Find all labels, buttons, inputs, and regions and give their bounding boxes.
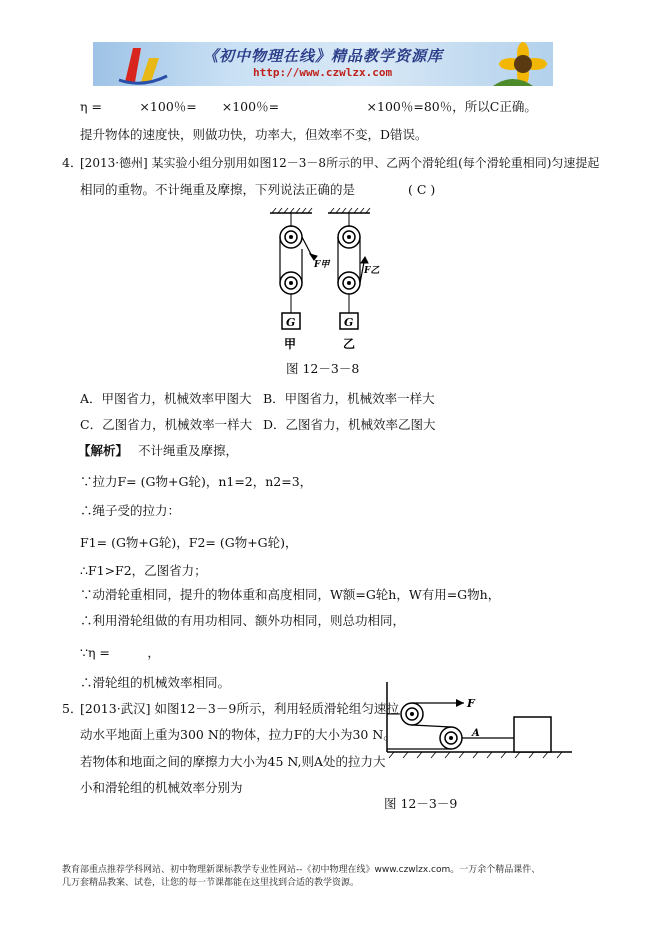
label-f: F bbox=[467, 697, 475, 710]
footer-line2: 几万套精品教案、试卷，让您的每一节课都能在这里找到合适的教学资源。 bbox=[62, 878, 360, 888]
figure-12-3-9 bbox=[384, 680, 574, 760]
speed-note: 提升物体的速度快，则做功快，功率大，但效率不变，D错误。 bbox=[80, 127, 428, 142]
pulley-system-jia bbox=[280, 213, 317, 329]
same-weight-line: ∵动滑轮重相同，提升的物体重和高度相同，W额=G轮h，W有用=G物h， bbox=[80, 587, 501, 602]
q4-number: 4． bbox=[62, 155, 83, 170]
label-f-jia: F甲 bbox=[314, 260, 330, 270]
pulley-fixed bbox=[387, 703, 423, 725]
force-formula: ∵拉力F= (G物+G轮)，n1=2，n2=3， bbox=[80, 474, 313, 489]
q4-answer: ( C ) bbox=[408, 182, 436, 197]
eta-calculation-line: η = ×100％= ×100％= ×100％=80％，所以C正确。 bbox=[80, 99, 537, 114]
pulley-moving bbox=[440, 727, 462, 749]
label-f-yi: F乙 bbox=[364, 266, 380, 276]
q5-line4: 小和滑轮组的机械效率分别为 bbox=[80, 780, 243, 795]
ceiling-left bbox=[270, 208, 312, 213]
weight-label-jia: G bbox=[286, 316, 296, 329]
header-title: 《初中物理在线》精品教学资源库 bbox=[203, 47, 444, 65]
rope-force-line: ∴绳子受的拉力： bbox=[80, 503, 181, 518]
fig8-caption: 图 12－3－8 bbox=[286, 361, 360, 376]
option-d: D．乙图省力，机械效率乙图大 bbox=[263, 417, 436, 432]
option-c: C．乙图省力，机械效率一样大 bbox=[80, 417, 253, 432]
same-work-line: ∴利用滑轮组做的有用功相同、额外功相同，则总功相同， bbox=[80, 613, 406, 628]
weight-label-yi: G bbox=[344, 316, 354, 329]
q4-stem-line2: 相同的重物。不计绳重及摩擦，下列说法正确的是 bbox=[80, 182, 356, 197]
label-a: A bbox=[472, 728, 480, 739]
eta-because-line: ∵η = ， bbox=[80, 645, 160, 660]
option-a: A．甲图省力，机械效率甲图大 bbox=[80, 391, 252, 406]
label-jia: 甲 bbox=[284, 337, 297, 350]
header-url[interactable]: http://www.czwlzx.com bbox=[253, 66, 393, 79]
fig9-caption: 图 12－3－9 bbox=[384, 796, 458, 811]
label-yi: 乙 bbox=[343, 337, 356, 350]
q5-line3: 若物体和地面之间的摩擦力大小为45 N,则A处的拉力大 bbox=[80, 754, 386, 769]
q5-line1: [2013·武汉] 如图12－3－9所示，利用轻质滑轮组匀速拉 bbox=[80, 701, 399, 716]
block-object bbox=[514, 717, 551, 752]
q4-stem-line1: [2013·德州] 某实验小组分别用如图12－3－8所示的甲、乙两个滑轮组(每个滑轮重相同)匀速提起 bbox=[80, 156, 600, 170]
f1-greater-f2: ∴F1>F2，乙图省力； bbox=[80, 563, 207, 578]
q5-line2: 动水平地面上重为300 N的物体，拉力F的大小为30 N。 bbox=[80, 727, 396, 742]
option-b: B．甲图省力，机械效率一样大 bbox=[263, 391, 435, 406]
sunflower-icon bbox=[493, 42, 553, 86]
ceiling-right bbox=[328, 208, 370, 213]
analysis-text: 不计绳重及摩擦， bbox=[138, 443, 239, 458]
f1-f2-formula: F1= (G物+G轮)，F2= (G物+G轮)， bbox=[80, 535, 298, 550]
footer-line1: 教育部重点推荐学科网站、初中物理新课标教学专业性网站--《初中物理在线》www.czwlzx.com。一万余个精品课件、 bbox=[62, 865, 541, 875]
figure-12-3-8 bbox=[260, 205, 390, 350]
analysis-label: 【解析】 bbox=[78, 443, 129, 458]
logo-icon bbox=[115, 42, 175, 86]
q5-number: 5． bbox=[62, 701, 83, 716]
header-banner bbox=[93, 42, 553, 86]
eta-same-line: ∴滑轮组的机械效率相同。 bbox=[80, 675, 231, 690]
force-arrow bbox=[456, 699, 464, 707]
